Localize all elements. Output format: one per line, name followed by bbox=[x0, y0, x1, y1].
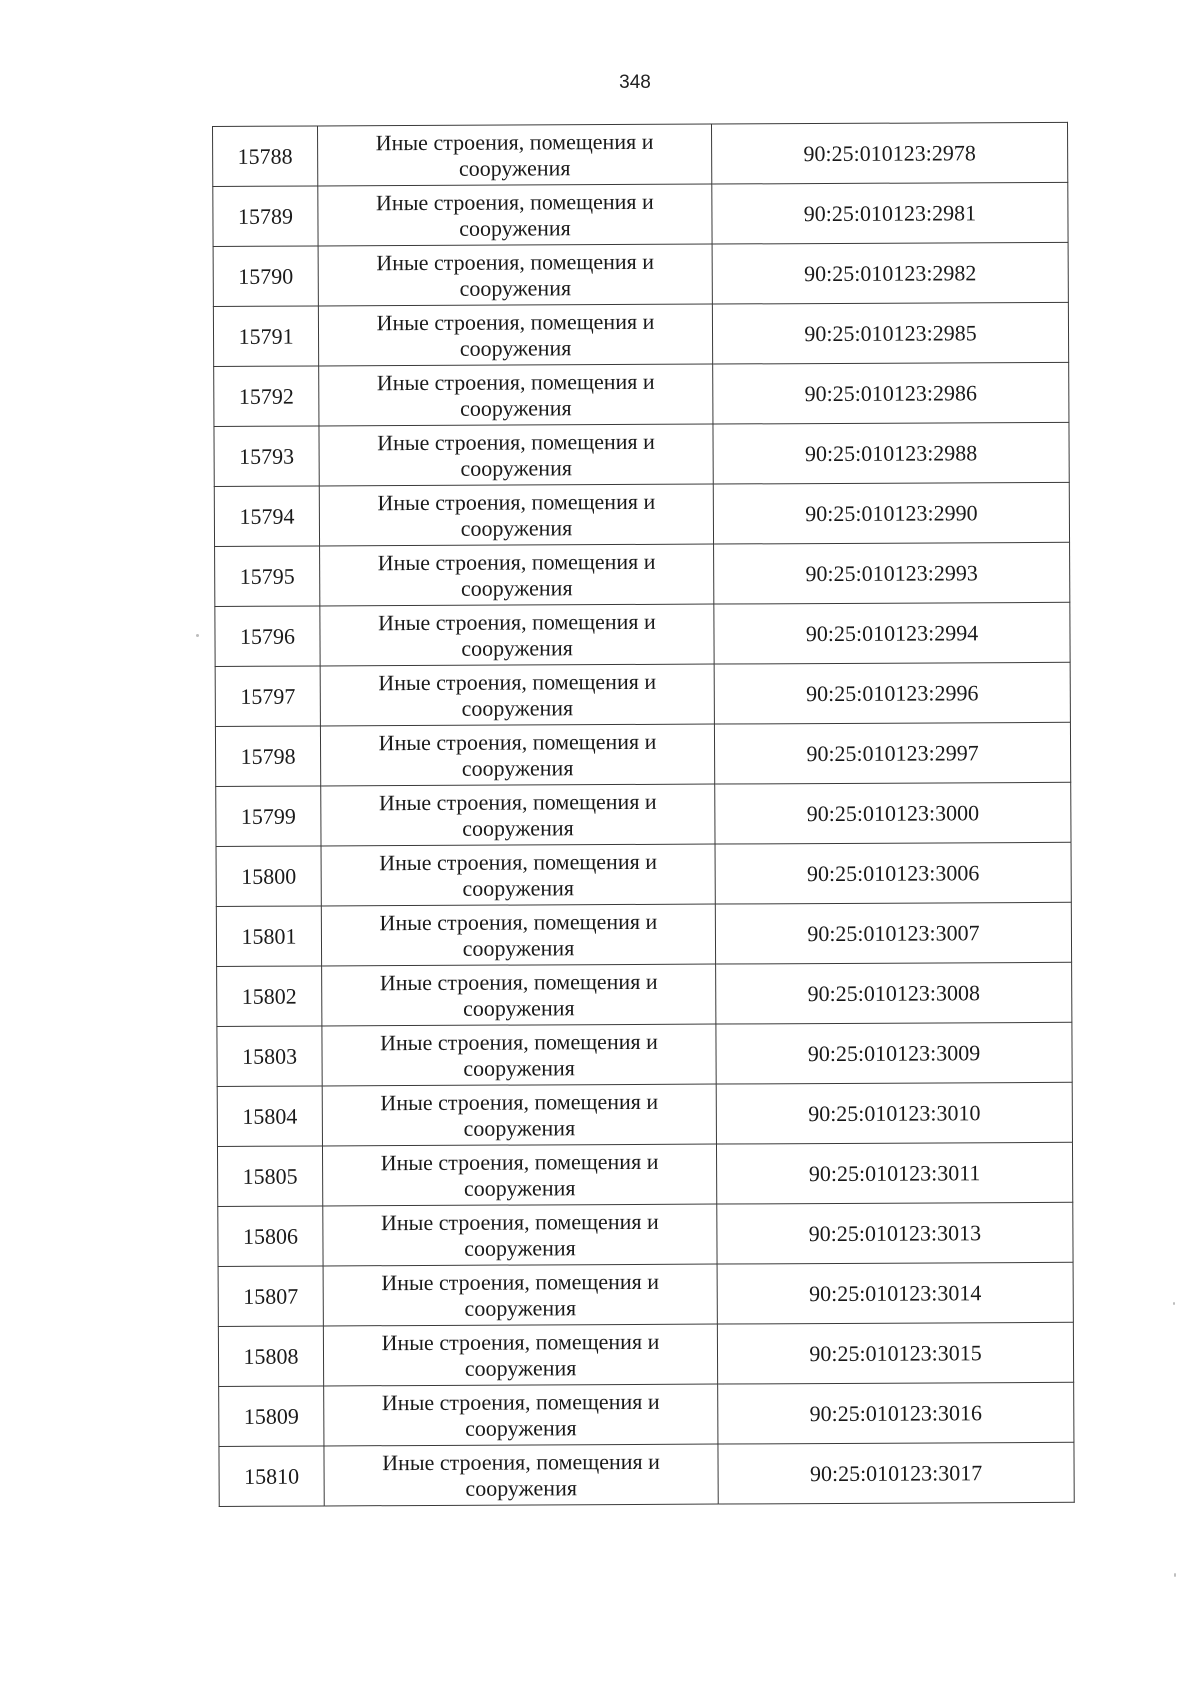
object-type-cell bbox=[318, 304, 712, 366]
table-row bbox=[213, 242, 1068, 306]
row-number-cell: 15793 bbox=[214, 426, 319, 487]
table-row bbox=[215, 602, 1070, 666]
object-type-line-2: сооружения bbox=[462, 874, 575, 901]
object-type-line-2: сооружения bbox=[460, 514, 573, 541]
row-number-cell: 15789 bbox=[213, 186, 318, 247]
object-type-line-2: сооружения bbox=[464, 1354, 577, 1381]
object-type-line-2: сооружения bbox=[463, 1054, 575, 1081]
row-number-cell: 15790 bbox=[213, 246, 318, 307]
cadastral-number-cell: 90:25:010123:3015 bbox=[717, 1322, 1073, 1384]
object-type-cell bbox=[323, 1204, 717, 1266]
object-type-cell bbox=[324, 1444, 718, 1506]
object-type-line-2: сооружения bbox=[459, 274, 572, 301]
cadastral-number-cell: 90:25:010123:2997 bbox=[714, 722, 1070, 784]
object-type-line-1: Иные строения, помещения и bbox=[377, 608, 656, 635]
object-type-cell bbox=[319, 484, 713, 546]
table-row bbox=[215, 722, 1070, 786]
table-row bbox=[218, 1262, 1073, 1326]
row-number-cell: 15805 bbox=[217, 1146, 322, 1207]
object-type-cell bbox=[320, 664, 714, 726]
object-type-line-2: сооружения bbox=[462, 814, 574, 841]
object-type-cell bbox=[318, 124, 712, 186]
cadastral-number-cell: 90:25:010123:3010 bbox=[716, 1082, 1072, 1144]
cadastral-number-cell: 90:25:010123:2996 bbox=[714, 662, 1070, 724]
object-type-line-1: Иные строения, помещения и bbox=[379, 968, 658, 995]
registry-table-body bbox=[213, 122, 1075, 1506]
table-row bbox=[214, 422, 1069, 486]
object-type-line-2: сооружения bbox=[465, 1474, 577, 1501]
row-number-cell: 15798 bbox=[215, 726, 320, 787]
object-type-cell bbox=[322, 1144, 716, 1206]
cadastral-number-cell: 90:25:010123:3017 bbox=[718, 1442, 1074, 1504]
object-type-line-2: сооружения bbox=[461, 634, 573, 661]
table-row bbox=[218, 1202, 1073, 1266]
row-number-cell: 15797 bbox=[215, 666, 320, 727]
object-type-line-1: Иные строения, помещения и bbox=[381, 1268, 660, 1295]
table-row bbox=[218, 1322, 1073, 1386]
cadastral-number-cell: 90:25:010123:3013 bbox=[717, 1202, 1073, 1264]
row-number-cell: 15807 bbox=[218, 1266, 323, 1327]
object-type-cell bbox=[320, 604, 714, 666]
row-number-cell: 15791 bbox=[213, 306, 318, 367]
scan-speck bbox=[1174, 1573, 1176, 1577]
object-type-cell bbox=[320, 544, 714, 606]
object-type-line-2: сооружения bbox=[459, 334, 572, 361]
object-type-line-2: сооружения bbox=[463, 1114, 576, 1141]
cadastral-number-cell: 90:25:010123:3006 bbox=[715, 842, 1071, 904]
object-type-line-2: сооружения bbox=[460, 394, 572, 421]
cadastral-number-cell: 90:25:010123:3008 bbox=[716, 962, 1072, 1024]
object-type-line-2: сооружения bbox=[460, 454, 572, 481]
row-number-cell: 15788 bbox=[213, 126, 318, 187]
object-type-cell bbox=[323, 1324, 717, 1386]
row-number-cell: 15808 bbox=[218, 1326, 323, 1387]
cadastral-number-cell: 90:25:010123:2993 bbox=[714, 542, 1070, 604]
row-number-cell: 15800 bbox=[216, 846, 321, 907]
object-type-line-1: Иные строения, помещения и bbox=[382, 1448, 660, 1475]
object-type-line-1: Иные строения, помещения и bbox=[376, 368, 655, 395]
object-type-line-1: Иные строения, помещения и bbox=[380, 1088, 659, 1115]
object-type-line-1: Иные строения, помещения и bbox=[378, 728, 657, 755]
cadastral-number-cell: 90:25:010123:2981 bbox=[712, 182, 1068, 244]
object-type-line-2: сооружения bbox=[462, 934, 575, 961]
object-type-line-2: сооружения bbox=[460, 574, 573, 601]
row-number-cell: 15810 bbox=[219, 1446, 324, 1507]
row-number-cell: 15801 bbox=[216, 906, 321, 967]
object-type-line-1: Иные строения, помещения и bbox=[375, 188, 654, 215]
cadastral-number-cell: 90:25:010123:3011 bbox=[716, 1142, 1072, 1204]
page-number: 348 bbox=[619, 72, 651, 93]
cadastral-number-cell: 90:25:010123:2986 bbox=[713, 362, 1069, 424]
table-row bbox=[214, 482, 1069, 546]
object-type-cell bbox=[322, 964, 716, 1026]
object-type-line-2: сооружения bbox=[462, 994, 575, 1021]
object-type-line-1: Иные строения, помещения и bbox=[378, 668, 657, 695]
object-type-line-1: Иные строения, помещения и bbox=[376, 248, 655, 275]
cadastral-number-cell: 90:25:010123:3016 bbox=[718, 1382, 1074, 1444]
table-row bbox=[217, 1022, 1072, 1086]
row-number-cell: 15806 bbox=[218, 1206, 323, 1267]
object-type-line-2: сооружения bbox=[465, 1414, 577, 1441]
object-type-cell bbox=[321, 904, 715, 966]
object-type-cell bbox=[324, 1384, 718, 1446]
row-number-cell: 15802 bbox=[217, 966, 322, 1027]
row-number-cell: 15809 bbox=[219, 1386, 324, 1447]
table-row bbox=[215, 662, 1070, 726]
object-type-cell bbox=[321, 784, 715, 846]
row-number-cell: 15796 bbox=[215, 606, 320, 667]
table-row bbox=[214, 362, 1069, 426]
object-type-line-2: сооружения bbox=[463, 1174, 576, 1201]
cadastral-number-cell: 90:25:010123:2990 bbox=[713, 482, 1069, 544]
table-row bbox=[219, 1442, 1074, 1506]
table-row bbox=[217, 962, 1072, 1026]
table-row bbox=[215, 542, 1070, 606]
scan-speck bbox=[1173, 1302, 1175, 1305]
table-row bbox=[219, 1382, 1074, 1446]
object-type-cell bbox=[321, 844, 715, 906]
cadastral-number-cell: 90:25:010123:3009 bbox=[716, 1022, 1072, 1084]
table-row bbox=[213, 302, 1068, 366]
cadastral-number-cell: 90:25:010123:2994 bbox=[714, 602, 1070, 664]
object-type-line-1: Иные строения, помещения и bbox=[377, 428, 655, 455]
cadastral-number-cell: 90:25:010123:2988 bbox=[713, 422, 1069, 484]
object-type-line-1: Иные строения, помещения и bbox=[378, 788, 657, 815]
object-type-line-1: Иные строения, помещения и bbox=[379, 908, 658, 935]
object-type-line-2: сооружения bbox=[458, 154, 571, 181]
table-row bbox=[216, 782, 1071, 846]
row-number-cell: 15794 bbox=[214, 486, 319, 547]
object-type-line-1: Иные строения, помещения и bbox=[380, 1148, 659, 1175]
object-type-cell bbox=[318, 244, 712, 306]
row-number-cell: 15799 bbox=[216, 786, 321, 847]
object-type-line-1: Иные строения, помещения и bbox=[376, 308, 655, 335]
table-row bbox=[217, 1142, 1072, 1206]
table-row bbox=[217, 1082, 1072, 1146]
cadastral-number-cell: 90:25:010123:3007 bbox=[715, 902, 1071, 964]
cadastral-number-cell: 90:25:010123:2982 bbox=[712, 242, 1068, 304]
registry-table bbox=[212, 122, 1075, 1507]
cadastral-number-cell: 90:25:010123:2978 bbox=[711, 122, 1067, 184]
object-type-line-2: сооружения bbox=[461, 754, 574, 781]
object-type-cell bbox=[322, 1084, 716, 1146]
cadastral-number-cell: 90:25:010123:2985 bbox=[712, 302, 1068, 364]
row-number-cell: 15803 bbox=[217, 1026, 322, 1087]
object-type-cell bbox=[318, 184, 712, 246]
table-row bbox=[213, 182, 1068, 246]
row-number-cell: 15795 bbox=[215, 546, 320, 607]
object-type-line-1: Иные строения, помещения и bbox=[377, 548, 656, 575]
object-type-line-1: Иные строения, помещения и bbox=[375, 128, 654, 155]
table-row bbox=[216, 842, 1071, 906]
cadastral-number-cell: 90:25:010123:3000 bbox=[715, 782, 1071, 844]
object-type-cell bbox=[323, 1264, 717, 1326]
object-type-cell bbox=[320, 724, 714, 786]
object-type-line-1: Иные строения, помещения и bbox=[381, 1328, 660, 1355]
object-type-line-2: сооружения bbox=[464, 1294, 577, 1321]
row-number-cell: 15804 bbox=[217, 1086, 322, 1147]
object-type-line-1: Иные строения, помещения и bbox=[381, 1388, 660, 1415]
object-type-line-2: сооружения bbox=[461, 694, 574, 721]
object-type-line-1: Иные строения, помещения и bbox=[380, 1208, 659, 1235]
object-type-line-1: Иные строения, помещения и bbox=[377, 488, 656, 515]
cadastral-number-cell: 90:25:010123:3014 bbox=[717, 1262, 1073, 1324]
row-number-cell: 15792 bbox=[214, 366, 319, 427]
object-type-cell bbox=[319, 424, 713, 486]
scan-speck bbox=[196, 634, 199, 637]
object-type-line-2: сооружения bbox=[459, 214, 571, 241]
object-type-cell bbox=[322, 1024, 716, 1086]
object-type-cell bbox=[319, 364, 713, 426]
table-row bbox=[216, 902, 1071, 966]
object-type-line-1: Иные строения, помещения и bbox=[380, 1028, 658, 1055]
object-type-line-1: Иные строения, помещения и bbox=[379, 848, 658, 875]
object-type-line-2: сооружения bbox=[464, 1234, 576, 1261]
table-row bbox=[213, 122, 1068, 186]
